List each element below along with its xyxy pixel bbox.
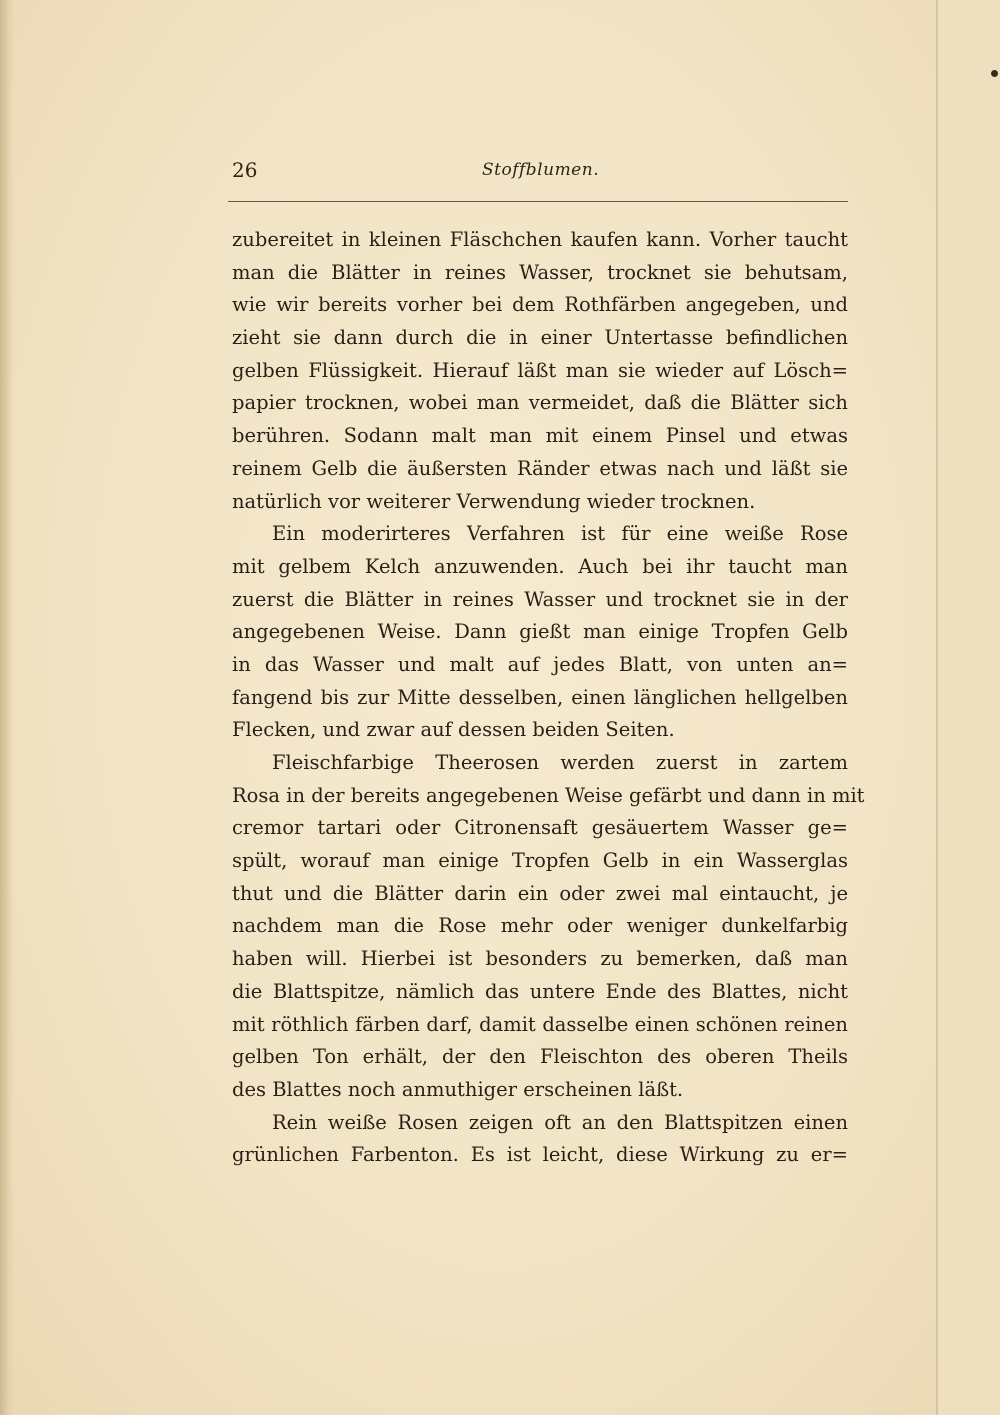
text-line: des Blattes noch anmuthiger erscheinen läßt. — [232, 1077, 684, 1101]
paper-speck — [991, 70, 998, 77]
text-line: berühren. Sodann malt man mit einem Pinsel und etwas — [232, 424, 848, 448]
body-text — [232, 224, 865, 1172]
text-line: Flecken, und zwar auf dessen beiden Seiten. — [232, 718, 675, 742]
paragraph-start-line: Rein weiße Rosen zeigen oft an den Blattspitzen einen — [272, 1110, 848, 1134]
text-line: gelben Ton erhält, der den Fleischton des oberen Theils — [232, 1045, 848, 1069]
header-rule — [228, 201, 848, 202]
text-line: papier trocknen, wobei man vermeidet, daß die Blätter sich — [232, 391, 848, 415]
text-line: man die Blätter in reines Wasser, trocknet sie behutsam, — [232, 260, 848, 284]
text-line: nachdem man die Rose mehr oder weniger dunkelfarbig — [232, 914, 848, 938]
text-line: zieht sie dann durch die in einer Untertasse befindlichen — [232, 326, 848, 350]
right-page-margin — [938, 0, 1000, 1415]
text-line: Rosa in der bereits angegebenen Weise gefärbt und dann in mit — [232, 783, 865, 807]
text-line: mit gelbem Kelch anzuwenden. Auch bei ihr taucht man — [232, 554, 848, 578]
text-line: gelben Flüssigkeit. Hierauf läßt man sie wieder auf Lösch= — [232, 358, 848, 382]
text-line: mit röthlich färben darf, damit dasselbe einen schönen reinen — [232, 1012, 848, 1036]
text-line: zubereitet in kleinen Fläschchen kaufen kann. Vorher taucht — [232, 228, 848, 251]
paragraph-start-line: Ein moderirteres Verfahren ist für eine weiße Rose — [272, 522, 848, 546]
text-line: reinem Gelb die äußersten Ränder etwas nach und läßt sie — [232, 456, 848, 480]
text-line: thut und die Blätter darin ein oder zwei mal eintaucht, je — [232, 881, 848, 905]
text-line: die Blattspitze, nämlich das untere Ende des Blattes, nicht — [232, 979, 848, 1003]
text-line: haben will. Hierbei ist besonders zu bemerken, daß man — [232, 947, 848, 971]
page-number: 26 — [232, 158, 258, 182]
text-line: cremor tartari oder Citronensaft gesäuertem Wasser ge= — [232, 816, 848, 840]
text-line: spült, worauf man einige Tropfen Gelb in ein Wasserglas — [232, 849, 848, 873]
text-line: natürlich vor weiterer Verwendung wieder trocknen. — [232, 489, 756, 513]
text-line: zuerst die Blätter in reines Wasser und trocknet sie in der — [232, 587, 848, 611]
running-head: Stoffblumen. — [482, 160, 600, 180]
text-line: angegebenen Weise. Dann gießt man einige Tropfen Gelb — [232, 620, 848, 644]
text-line: wie wir bereits vorher bei dem Rothfärben angegeben, und — [232, 293, 848, 317]
left-page-edge — [0, 0, 14, 1415]
page-header — [232, 152, 852, 188]
text-line: in das Wasser und malt auf jedes Blatt, von unten an= — [232, 652, 848, 676]
text-line: fangend bis zur Mitte desselben, einen länglichen hellgelben — [232, 685, 848, 709]
paragraph-start-line: Fleischfarbige Theerosen werden zuerst in zartem — [272, 751, 848, 774]
text-line: grünlichen Farbenton. Es ist leicht, diese Wirkung zu er= — [232, 1143, 848, 1167]
